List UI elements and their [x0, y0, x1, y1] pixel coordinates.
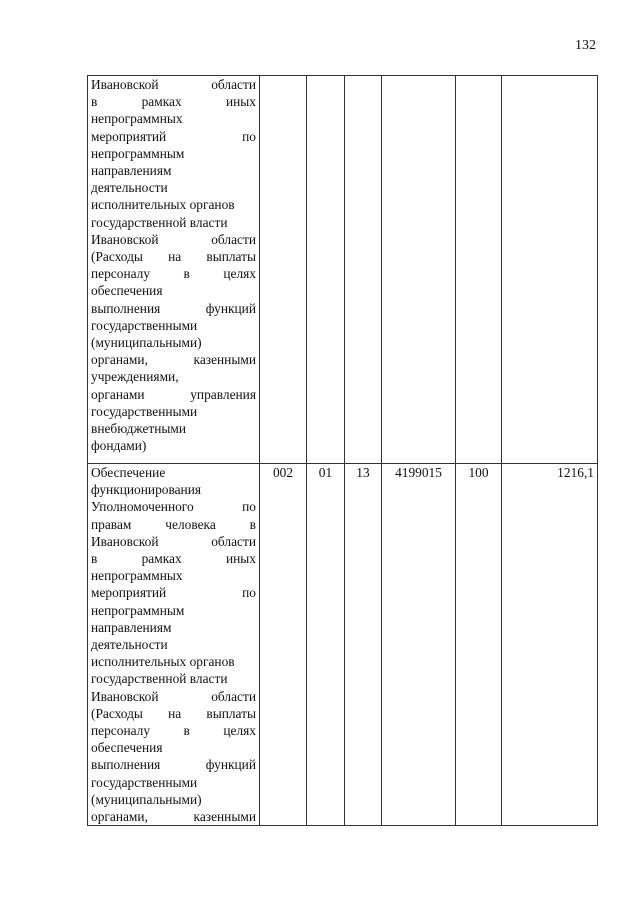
- description-text: [91, 464, 256, 825]
- target-article-cell: [382, 76, 456, 464]
- description-line: государственными: [91, 403, 198, 419]
- description-line: (Расходы на выплаты: [91, 705, 256, 721]
- description-line: в рамках иных: [91, 551, 256, 567]
- description-line: (Расходы на выплаты: [91, 249, 256, 265]
- ministry-code-cell: 002: [260, 464, 307, 826]
- description-line: непрограммных: [91, 111, 183, 127]
- ministry-code-cell: [260, 76, 307, 464]
- description-line: Уполномоченного по: [91, 499, 256, 515]
- description-line: Ивановской области: [91, 231, 256, 247]
- description-line: в рамках иных: [91, 94, 256, 110]
- description-line: направлениям: [91, 619, 172, 635]
- description-line: Ивановской области: [91, 533, 256, 549]
- subsection-code-cell: [345, 76, 382, 464]
- description-line: непрограммным: [91, 145, 185, 161]
- description-line: (муниципальными): [91, 335, 202, 351]
- budget-table-body: [88, 76, 598, 826]
- description-line: органами, казенными: [91, 352, 256, 368]
- description-cell: [88, 76, 260, 464]
- amount-cell: [502, 76, 598, 464]
- expense-type-cell: [456, 76, 502, 464]
- description-line: фондами): [91, 438, 147, 454]
- description-line: выполнения функций: [91, 757, 256, 773]
- page-number: 132: [575, 38, 596, 53]
- description-line: Ивановской области: [91, 688, 256, 704]
- description-line: исполнительных органов: [91, 197, 235, 213]
- description-line: государственными: [91, 317, 198, 333]
- target-article-cell: 4199015: [382, 464, 456, 826]
- expense-type-cell: 100: [456, 464, 502, 826]
- section-code-cell: [307, 76, 345, 464]
- description-line: (муниципальными): [91, 791, 202, 807]
- description-line: обеспечения: [91, 740, 163, 756]
- description-line: выполнения функций: [91, 300, 256, 316]
- description-line: направлениям: [91, 163, 172, 179]
- description-line: персоналу в целях: [91, 723, 256, 739]
- description-line: государственными: [91, 774, 198, 790]
- description-cell: [88, 464, 260, 826]
- description-line: мероприятий по: [91, 128, 256, 144]
- description-line: обеспечения: [91, 283, 163, 299]
- subsection-code-cell: 13: [345, 464, 382, 826]
- description-line: деятельности: [91, 637, 168, 653]
- amount-cell: 1216,1: [502, 464, 598, 826]
- description-line: государственной власти: [91, 214, 228, 230]
- description-line: органами, казенными: [91, 809, 256, 825]
- budget-table: [87, 75, 598, 826]
- description-text: [91, 76, 256, 454]
- description-line: непрограммным: [91, 602, 185, 618]
- description-line: правам человека в: [91, 516, 256, 532]
- section-code-cell: 01: [307, 464, 345, 826]
- description-line: органами управления: [91, 386, 256, 402]
- description-line: внебюджетными: [91, 421, 187, 437]
- table-row: [88, 464, 598, 826]
- description-line: функционирования: [91, 482, 202, 498]
- description-line: государственной власти: [91, 671, 228, 687]
- table-row: [88, 76, 598, 464]
- description-line: деятельности: [91, 180, 168, 196]
- description-line: мероприятий по: [91, 585, 256, 601]
- description-line: персоналу в целях: [91, 266, 256, 282]
- description-line: Ивановской области: [91, 77, 256, 92]
- description-line: учреждениями,: [91, 369, 179, 385]
- description-line: Обеспечение: [91, 465, 166, 480]
- description-line: непрограммных: [91, 568, 183, 584]
- description-line: исполнительных органов: [91, 654, 235, 670]
